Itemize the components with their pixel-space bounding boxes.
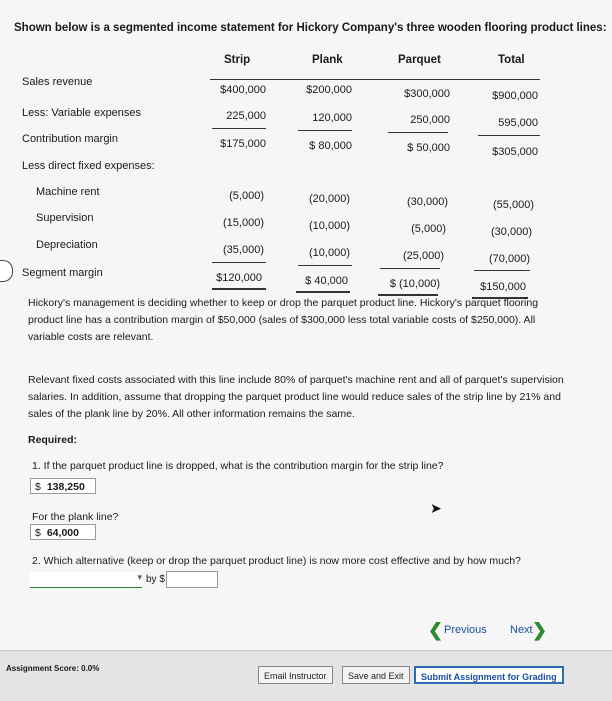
- cell: $900,000: [492, 90, 538, 102]
- cell: $300,000: [404, 88, 450, 100]
- next-button[interactable]: Next: [510, 624, 533, 636]
- rule: [478, 135, 540, 136]
- cell: 250,000: [410, 114, 450, 126]
- cell: $305,000: [492, 146, 538, 158]
- currency-symbol: $: [35, 481, 41, 493]
- required-heading: Required:: [28, 434, 78, 446]
- strip-cm-value: 138,250: [46, 481, 85, 493]
- cell: $400,000: [220, 84, 266, 96]
- rule: [380, 268, 440, 269]
- cell: 120,000: [312, 112, 352, 124]
- cell: (5,000): [229, 190, 264, 202]
- row-label-sales: Sales revenue: [22, 76, 93, 88]
- submit-assignment-button[interactable]: Submit Assignment for Grading: [414, 666, 564, 684]
- question-2: 2. Which alternative (keep or drop the parquet product line) is now more cost effective and by how much?: [32, 555, 521, 567]
- cell: (10,000): [309, 220, 350, 232]
- rule: [298, 130, 352, 131]
- cell: $ 50,000: [407, 142, 450, 154]
- plank-cm-value: 64,000: [46, 527, 79, 539]
- header-total: Total: [498, 54, 525, 66]
- currency-symbol: $: [35, 527, 41, 539]
- row-label-contribution: Contribution margin: [22, 133, 118, 145]
- cell: 225,000: [226, 110, 266, 122]
- header-parquet: Parquet: [398, 54, 441, 66]
- paragraph-relevant-costs: Relevant fixed costs associated with this line include 80% of parquet's machine rent and all of parquet's supervision salaries. In addition, assume that dropping the parquet product line would reduce sales of the strip line by 21% and sales of the plank line by 20%. All other information remains the same.: [28, 374, 564, 420]
- cell: (5,000): [411, 223, 446, 235]
- previous-button[interactable]: Previous: [444, 624, 487, 636]
- alternative-select[interactable]: [30, 572, 142, 588]
- cell: (70,000): [489, 253, 530, 265]
- cell: (30,000): [407, 196, 448, 208]
- header-strip: Strip: [224, 54, 251, 66]
- cell: $ 80,000: [309, 140, 352, 152]
- cell: (35,000): [223, 244, 264, 256]
- cell: (25,000): [403, 250, 444, 262]
- cell: $150,000: [480, 281, 526, 293]
- rule: [212, 262, 266, 263]
- rule: [474, 270, 530, 271]
- question-1: 1. If the parquet product line is dropped, what is the contribution margin for the strip line?: [32, 460, 444, 472]
- chevron-right-icon[interactable]: ❯: [532, 620, 548, 640]
- row-label-fixed: Less direct fixed expenses:: [22, 160, 155, 172]
- cell: 595,000: [498, 117, 538, 129]
- strip-cm-input[interactable]: [30, 478, 96, 494]
- cell: (15,000): [223, 217, 264, 229]
- header-plank: Plank: [312, 54, 343, 66]
- chevron-down-icon: ▾: [137, 572, 142, 582]
- rule: [212, 128, 266, 129]
- cell: (55,000): [493, 199, 534, 211]
- rule: [298, 265, 352, 266]
- paragraph-management: Hickory's management is deciding whether to keep or drop the parquet product line. Hickory's parquet flooring product line has a contribution margin of $50,000 (sales of $300,000 less total variable costs of $250,000). All variable costs are relevant.: [28, 297, 539, 343]
- rule: [388, 132, 448, 133]
- row-label-segment-margin: Segment margin: [22, 267, 103, 279]
- row-label-depreciation: Depreciation: [36, 239, 98, 251]
- row-label-variable: Less: Variable expenses: [22, 107, 142, 119]
- intro-text: Shown below is a segmented income statement for Hickory Company's three wooden flooring product lines:: [14, 22, 607, 34]
- mouse-cursor-icon: ➤: [430, 500, 442, 516]
- plank-cm-input[interactable]: [30, 524, 96, 540]
- cell: $200,000: [306, 84, 352, 96]
- row-label-supervision: Supervision: [36, 212, 94, 224]
- cell: (10,000): [309, 247, 350, 259]
- cell: $120,000: [216, 272, 262, 284]
- by-amount-label: by $: [146, 574, 165, 585]
- email-instructor-button[interactable]: Email Instructor: [258, 666, 333, 684]
- chevron-left-icon[interactable]: ❮: [428, 620, 444, 640]
- row-label-machine-rent: Machine rent: [36, 186, 100, 198]
- question-marker: [0, 260, 13, 282]
- cell: (30,000): [491, 226, 532, 238]
- cell: $ 40,000: [305, 275, 348, 287]
- header-rule: [210, 79, 540, 80]
- save-exit-button[interactable]: Save and Exit: [342, 666, 410, 684]
- rule: [296, 291, 350, 293]
- cell: (20,000): [309, 193, 350, 205]
- cell: $175,000: [220, 138, 266, 150]
- rule: [212, 288, 266, 290]
- cell: $ (10,000): [389, 278, 440, 290]
- question-1b: For the plank line?: [32, 511, 119, 523]
- amount-input[interactable]: [166, 571, 218, 588]
- assignment-score: Assignment Score: 0.0%: [6, 664, 100, 673]
